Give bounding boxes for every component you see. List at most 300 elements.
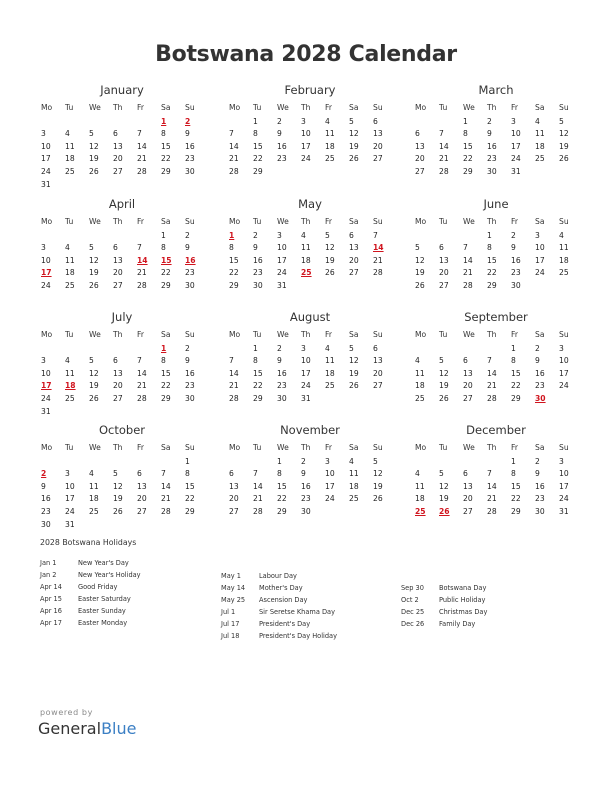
day-cell: 29 bbox=[161, 393, 171, 403]
day-cell: 27 bbox=[463, 393, 473, 403]
day-cell: 25 bbox=[559, 268, 569, 278]
empty-cell bbox=[412, 230, 436, 243]
day-cell: 31 bbox=[511, 166, 521, 176]
brand-general: General bbox=[38, 719, 102, 738]
holiday-row bbox=[40, 581, 141, 593]
day-grid bbox=[38, 442, 206, 531]
month-july bbox=[38, 309, 206, 418]
day-cell: 7 bbox=[229, 356, 234, 366]
day-cell: 9 bbox=[535, 469, 540, 479]
day-cell: 2 bbox=[277, 116, 282, 126]
month-may bbox=[226, 196, 394, 293]
day-cell: 7 bbox=[487, 356, 492, 366]
day-cell: 24 bbox=[41, 393, 51, 403]
day-cell: 31 bbox=[277, 280, 287, 290]
empty-cell bbox=[250, 456, 274, 469]
day-cell: 3 bbox=[41, 243, 46, 253]
day-cell: 5 bbox=[415, 243, 420, 253]
day-grid bbox=[412, 442, 580, 519]
day-cell: 11 bbox=[349, 469, 359, 479]
empty-cell bbox=[226, 116, 250, 129]
empty-cell bbox=[62, 456, 86, 469]
weekday-header: Fr bbox=[511, 443, 518, 452]
day-cell: 4 bbox=[325, 343, 330, 353]
day-cell: 24 bbox=[559, 381, 569, 391]
holiday-day: 30 bbox=[535, 393, 546, 403]
day-cell: 11 bbox=[559, 243, 569, 253]
day-cell: 2 bbox=[487, 116, 492, 126]
holiday-date: Jan 2 bbox=[40, 571, 57, 579]
weekday-header: Tu bbox=[253, 443, 262, 452]
day-cell: 8 bbox=[161, 243, 166, 253]
day-cell: 15 bbox=[511, 368, 521, 378]
month-name: May bbox=[298, 197, 322, 211]
day-cell: 28 bbox=[373, 268, 383, 278]
empty-cell bbox=[436, 343, 460, 356]
holiday-day: 26 bbox=[439, 506, 450, 516]
day-cell: 5 bbox=[439, 469, 444, 479]
day-cell: 10 bbox=[41, 368, 51, 378]
day-cell: 9 bbox=[185, 356, 190, 366]
day-cell: 18 bbox=[415, 381, 425, 391]
month-march bbox=[412, 82, 580, 179]
day-cell: 18 bbox=[535, 141, 545, 151]
day-cell: 17 bbox=[301, 141, 311, 151]
day-cell: 15 bbox=[253, 368, 263, 378]
day-cell: 7 bbox=[137, 129, 142, 139]
holiday-row bbox=[221, 582, 337, 594]
day-cell: 31 bbox=[65, 519, 75, 529]
holiday-date: May 14 bbox=[221, 584, 246, 592]
holiday-name: Botswana Day bbox=[439, 584, 487, 592]
day-cell: 12 bbox=[325, 243, 335, 253]
day-cell: 19 bbox=[439, 381, 449, 391]
day-cell: 11 bbox=[325, 129, 335, 139]
day-cell: 26 bbox=[89, 166, 99, 176]
generalblue-logo[interactable] bbox=[38, 719, 136, 738]
empty-cell bbox=[110, 116, 134, 129]
day-cell: 2 bbox=[511, 230, 516, 240]
day-cell: 20 bbox=[113, 154, 123, 164]
day-cell: 9 bbox=[41, 481, 46, 491]
empty-cell bbox=[134, 230, 158, 243]
holiday-row bbox=[40, 593, 141, 605]
day-cell: 25 bbox=[65, 166, 75, 176]
holiday-row bbox=[40, 605, 141, 617]
weekday-header: Tu bbox=[439, 330, 448, 339]
day-cell: 1 bbox=[161, 230, 166, 240]
weekday-header: We bbox=[463, 330, 475, 339]
weekday-header: Tu bbox=[439, 103, 448, 112]
day-cell: 3 bbox=[301, 116, 306, 126]
day-cell: 6 bbox=[439, 243, 444, 253]
day-cell: 15 bbox=[277, 481, 287, 491]
day-cell: 28 bbox=[137, 280, 147, 290]
day-cell: 5 bbox=[89, 129, 94, 139]
day-cell: 30 bbox=[535, 506, 545, 516]
day-cell: 28 bbox=[463, 280, 473, 290]
weekday-header: Th bbox=[301, 443, 311, 452]
weekday-header: Sa bbox=[535, 103, 545, 112]
day-cell: 14 bbox=[487, 368, 497, 378]
day-cell: 11 bbox=[65, 368, 75, 378]
weekday-header: Su bbox=[185, 217, 195, 226]
day-cell: 27 bbox=[113, 393, 123, 403]
weekday-header: Mo bbox=[415, 330, 427, 339]
month-name: March bbox=[478, 83, 514, 97]
empty-cell bbox=[484, 343, 508, 356]
day-cell: 11 bbox=[415, 481, 425, 491]
holiday-row bbox=[221, 606, 337, 618]
day-cell: 8 bbox=[253, 356, 258, 366]
day-cell: 18 bbox=[325, 368, 335, 378]
weekday-header: Su bbox=[185, 103, 195, 112]
day-cell: 8 bbox=[511, 356, 516, 366]
empty-cell bbox=[110, 230, 134, 243]
day-cell: 9 bbox=[535, 356, 540, 366]
weekday-header: Th bbox=[113, 443, 123, 452]
day-cell: 7 bbox=[229, 129, 234, 139]
empty-cell bbox=[412, 343, 436, 356]
day-cell: 13 bbox=[137, 481, 147, 491]
day-cell: 18 bbox=[415, 494, 425, 504]
empty-cell bbox=[38, 230, 62, 243]
day-cell: 11 bbox=[415, 368, 425, 378]
day-cell: 14 bbox=[439, 141, 449, 151]
day-cell: 2 bbox=[535, 456, 540, 466]
day-cell: 8 bbox=[253, 129, 258, 139]
day-cell: 18 bbox=[349, 481, 359, 491]
holiday-day: 14 bbox=[137, 255, 148, 265]
day-cell: 4 bbox=[65, 356, 70, 366]
day-cell: 24 bbox=[301, 154, 311, 164]
holiday-name: Christmas Day bbox=[439, 608, 488, 616]
weekday-header: Su bbox=[559, 443, 569, 452]
weekday-header: Sa bbox=[349, 103, 359, 112]
day-cell: 19 bbox=[325, 255, 335, 265]
day-cell: 29 bbox=[161, 166, 171, 176]
day-cell: 13 bbox=[373, 356, 383, 366]
holiday-date: Jul 1 bbox=[221, 608, 236, 616]
day-cell: 24 bbox=[511, 154, 521, 164]
empty-cell bbox=[436, 230, 460, 243]
empty-cell bbox=[436, 116, 460, 129]
weekday-header: Sa bbox=[161, 330, 171, 339]
holiday-row bbox=[401, 594, 487, 606]
weekday-header: Sa bbox=[161, 103, 171, 112]
day-cell: 23 bbox=[185, 381, 195, 391]
day-cell: 19 bbox=[89, 268, 99, 278]
holiday-date: Apr 16 bbox=[40, 607, 62, 615]
holiday-day: 25 bbox=[415, 506, 426, 516]
weekday-header: Th bbox=[301, 217, 311, 226]
day-cell: 15 bbox=[229, 255, 239, 265]
holiday-row bbox=[221, 594, 337, 606]
day-cell: 3 bbox=[277, 230, 282, 240]
day-cell: 25 bbox=[325, 381, 335, 391]
empty-cell bbox=[62, 116, 86, 129]
month-november bbox=[226, 422, 394, 519]
empty-cell bbox=[134, 343, 158, 356]
day-cell: 15 bbox=[463, 141, 473, 151]
day-cell: 15 bbox=[161, 368, 171, 378]
day-cell: 22 bbox=[161, 268, 171, 278]
day-cell: 5 bbox=[89, 356, 94, 366]
day-cell: 27 bbox=[229, 506, 239, 516]
day-cell: 7 bbox=[439, 129, 444, 139]
day-cell: 21 bbox=[463, 268, 473, 278]
day-cell: 8 bbox=[511, 469, 516, 479]
day-cell: 7 bbox=[137, 243, 142, 253]
weekday-header: Th bbox=[487, 217, 497, 226]
day-cell: 28 bbox=[137, 393, 147, 403]
day-cell: 23 bbox=[535, 381, 545, 391]
weekday-header: Fr bbox=[137, 217, 144, 226]
brand-blue: Blue bbox=[101, 719, 137, 738]
day-cell: 19 bbox=[89, 381, 99, 391]
day-cell: 6 bbox=[137, 469, 142, 479]
empty-cell bbox=[62, 343, 86, 356]
day-cell: 25 bbox=[415, 393, 425, 403]
day-cell: 23 bbox=[535, 494, 545, 504]
day-cell: 9 bbox=[277, 129, 282, 139]
day-cell: 3 bbox=[511, 116, 516, 126]
day-cell: 20 bbox=[415, 154, 425, 164]
day-cell: 11 bbox=[89, 481, 99, 491]
weekday-header: We bbox=[89, 443, 101, 452]
weekday-header: Th bbox=[301, 103, 311, 112]
weekday-header: Su bbox=[185, 443, 195, 452]
weekday-header: Mo bbox=[229, 330, 241, 339]
empty-cell bbox=[38, 116, 62, 129]
day-cell: 12 bbox=[349, 356, 359, 366]
day-cell: 23 bbox=[185, 268, 195, 278]
day-cell: 19 bbox=[373, 481, 383, 491]
day-cell: 29 bbox=[487, 280, 497, 290]
day-cell: 5 bbox=[89, 243, 94, 253]
month-february bbox=[226, 82, 394, 179]
holiday-name: Easter Saturday bbox=[78, 595, 131, 603]
weekday-header: Fr bbox=[325, 217, 332, 226]
day-cell: 21 bbox=[137, 268, 147, 278]
empty-cell bbox=[158, 456, 182, 469]
day-cell: 15 bbox=[161, 141, 171, 151]
day-cell: 6 bbox=[229, 469, 234, 479]
day-cell: 20 bbox=[463, 381, 473, 391]
month-august bbox=[226, 309, 394, 406]
weekday-header: Su bbox=[373, 217, 383, 226]
day-cell: 24 bbox=[41, 166, 51, 176]
empty-cell bbox=[412, 456, 436, 469]
day-cell: 13 bbox=[463, 368, 473, 378]
day-cell: 25 bbox=[89, 506, 99, 516]
day-cell: 28 bbox=[161, 506, 171, 516]
holiday-date: Oct 2 bbox=[401, 596, 419, 604]
day-cell: 8 bbox=[185, 469, 190, 479]
weekday-header: Mo bbox=[229, 443, 241, 452]
day-cell: 27 bbox=[439, 280, 449, 290]
day-cell: 21 bbox=[373, 255, 383, 265]
day-cell: 20 bbox=[373, 141, 383, 151]
empty-cell bbox=[86, 456, 110, 469]
day-grid bbox=[38, 102, 206, 191]
day-cell: 30 bbox=[41, 519, 51, 529]
day-cell: 12 bbox=[439, 368, 449, 378]
weekday-header: Su bbox=[559, 330, 569, 339]
weekday-header: Fr bbox=[325, 330, 332, 339]
weekday-header: Fr bbox=[511, 217, 518, 226]
day-cell: 22 bbox=[277, 494, 287, 504]
day-cell: 21 bbox=[229, 381, 239, 391]
day-cell: 2 bbox=[253, 230, 258, 240]
day-cell: 26 bbox=[349, 154, 359, 164]
day-cell: 15 bbox=[253, 141, 263, 151]
day-cell: 7 bbox=[161, 469, 166, 479]
day-cell: 9 bbox=[277, 356, 282, 366]
day-cell: 21 bbox=[229, 154, 239, 164]
day-cell: 3 bbox=[325, 456, 330, 466]
day-cell: 3 bbox=[535, 230, 540, 240]
holiday-row bbox=[221, 570, 337, 582]
holiday-date: Sep 30 bbox=[401, 584, 424, 592]
empty-cell bbox=[460, 456, 484, 469]
day-cell: 13 bbox=[113, 368, 123, 378]
day-cell: 9 bbox=[487, 129, 492, 139]
day-cell: 27 bbox=[373, 154, 383, 164]
day-cell: 23 bbox=[487, 154, 497, 164]
weekday-header: We bbox=[89, 330, 101, 339]
holiday-date: Apr 15 bbox=[40, 595, 62, 603]
day-cell: 29 bbox=[511, 393, 521, 403]
holiday-row bbox=[221, 618, 337, 630]
empty-cell bbox=[86, 116, 110, 129]
day-cell: 30 bbox=[277, 393, 287, 403]
holidays-title: 2028 Botswana Holidays bbox=[40, 538, 137, 547]
day-cell: 10 bbox=[301, 356, 311, 366]
holiday-row bbox=[221, 630, 337, 642]
powered-by-text: powered by bbox=[40, 708, 93, 717]
day-cell: 12 bbox=[89, 255, 99, 265]
day-cell: 12 bbox=[113, 481, 123, 491]
holiday-name: New Year's Holiday bbox=[78, 571, 141, 579]
day-cell: 4 bbox=[65, 243, 70, 253]
day-cell: 22 bbox=[161, 154, 171, 164]
day-cell: 26 bbox=[373, 494, 383, 504]
day-cell: 20 bbox=[463, 494, 473, 504]
weekday-header: Th bbox=[487, 443, 497, 452]
day-cell: 6 bbox=[463, 469, 468, 479]
weekday-header: Mo bbox=[41, 217, 53, 226]
day-cell: 1 bbox=[185, 456, 190, 466]
day-cell: 16 bbox=[41, 494, 51, 504]
day-cell: 17 bbox=[535, 255, 545, 265]
empty-cell bbox=[86, 230, 110, 243]
day-grid bbox=[226, 216, 394, 293]
holiday-day: 18 bbox=[65, 381, 76, 391]
day-cell: 3 bbox=[559, 343, 564, 353]
day-cell: 31 bbox=[41, 179, 51, 189]
weekday-header: Fr bbox=[325, 443, 332, 452]
holiday-day: 17 bbox=[41, 381, 52, 391]
weekday-header: Su bbox=[559, 217, 569, 226]
day-cell: 15 bbox=[487, 255, 497, 265]
day-cell: 25 bbox=[349, 494, 359, 504]
day-cell: 4 bbox=[301, 230, 306, 240]
holiday-name: New Year's Day bbox=[78, 559, 129, 567]
day-cell: 10 bbox=[301, 129, 311, 139]
day-cell: 29 bbox=[229, 280, 239, 290]
day-grid bbox=[38, 329, 206, 418]
day-cell: 21 bbox=[253, 494, 263, 504]
day-cell: 6 bbox=[373, 116, 378, 126]
day-cell: 10 bbox=[511, 129, 521, 139]
day-cell: 30 bbox=[301, 506, 311, 516]
month-name: October bbox=[98, 423, 146, 437]
weekday-header: Fr bbox=[325, 103, 332, 112]
day-cell: 16 bbox=[511, 255, 521, 265]
day-cell: 7 bbox=[487, 469, 492, 479]
weekday-header: Su bbox=[185, 330, 195, 339]
day-cell: 14 bbox=[253, 481, 263, 491]
day-cell: 16 bbox=[253, 255, 263, 265]
day-cell: 10 bbox=[559, 469, 569, 479]
day-cell: 17 bbox=[65, 494, 75, 504]
weekday-header: Mo bbox=[41, 103, 53, 112]
day-cell: 11 bbox=[325, 356, 335, 366]
weekday-header: Th bbox=[113, 217, 123, 226]
day-cell: 4 bbox=[559, 230, 564, 240]
day-cell: 22 bbox=[253, 154, 263, 164]
day-cell: 22 bbox=[253, 381, 263, 391]
day-cell: 18 bbox=[65, 154, 75, 164]
holiday-name: Sir Seretse Khama Day bbox=[259, 608, 335, 616]
holiday-name: Labour Day bbox=[259, 572, 297, 580]
day-cell: 27 bbox=[113, 166, 123, 176]
day-cell: 19 bbox=[113, 494, 123, 504]
day-cell: 17 bbox=[41, 154, 51, 164]
holiday-date: Apr 14 bbox=[40, 583, 62, 591]
weekday-header: Tu bbox=[65, 103, 74, 112]
holiday-row bbox=[401, 582, 487, 594]
day-cell: 20 bbox=[439, 268, 449, 278]
holiday-column bbox=[40, 557, 141, 629]
day-cell: 10 bbox=[41, 141, 51, 151]
weekday-header: Sa bbox=[535, 443, 545, 452]
holiday-name: Public Holiday bbox=[439, 596, 486, 604]
day-cell: 25 bbox=[325, 154, 335, 164]
weekday-header: Sa bbox=[349, 217, 359, 226]
day-cell: 12 bbox=[373, 469, 383, 479]
day-cell: 29 bbox=[161, 280, 171, 290]
day-cell: 20 bbox=[113, 268, 123, 278]
empty-cell bbox=[226, 343, 250, 356]
holiday-date: Jul 18 bbox=[221, 632, 240, 640]
day-cell: 24 bbox=[277, 268, 287, 278]
holiday-row bbox=[40, 617, 141, 629]
day-grid bbox=[226, 102, 394, 179]
day-cell: 21 bbox=[487, 381, 497, 391]
day-cell: 22 bbox=[511, 381, 521, 391]
day-cell: 25 bbox=[535, 154, 545, 164]
day-cell: 14 bbox=[229, 141, 239, 151]
day-cell: 21 bbox=[439, 154, 449, 164]
day-cell: 14 bbox=[463, 255, 473, 265]
holiday-day: 1 bbox=[161, 116, 167, 126]
day-cell: 22 bbox=[161, 381, 171, 391]
day-cell: 28 bbox=[487, 393, 497, 403]
day-cell: 24 bbox=[325, 494, 335, 504]
day-cell: 13 bbox=[349, 243, 359, 253]
